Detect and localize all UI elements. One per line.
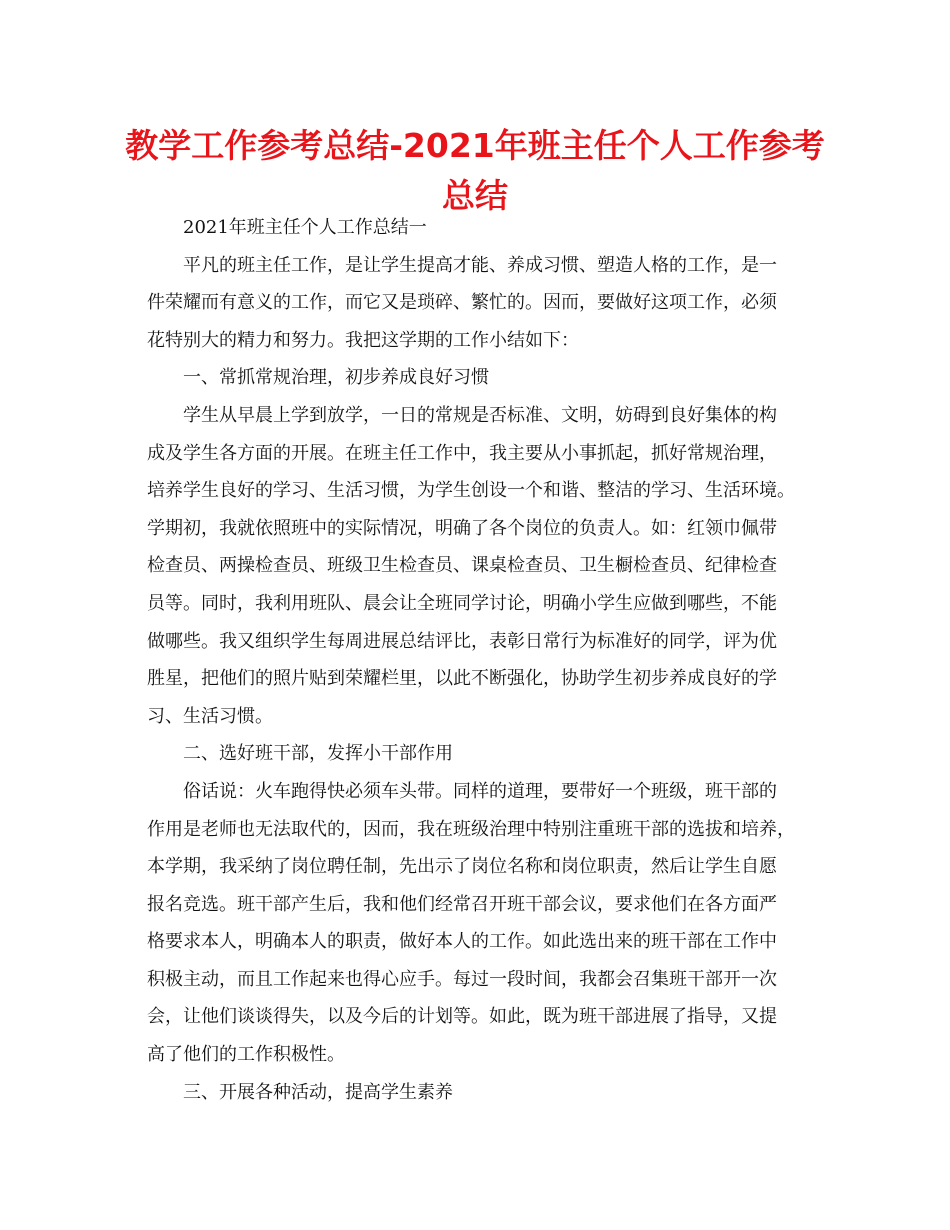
body-text-line: 员等。同时，我利用班队、晨会让全班同学讨论，明确小学生应做到哪些，不能 <box>147 592 777 614</box>
document-body <box>147 209 807 1111</box>
body-text-line: 做哪些。我又组织学生每周进展总结评比，表彰日常行为标准好的同学，评为优 <box>147 630 777 652</box>
body-text-line: 习、生活习惯。 <box>147 705 273 727</box>
body-text-line: 会，让他们谈谈得失，以及今后的计划等。如此，既为班干部进展了指导，又提 <box>147 1006 777 1028</box>
body-text-line: 2021年班主任个人工作总结一 <box>183 217 427 238</box>
body-text-line: 本学期，我采纳了岗位聘任制，先出示了岗位名称和岗位职责，然后让学生自愿 <box>147 856 777 878</box>
body-text-line: 三、开展各种活动，提高学生素养 <box>183 1081 453 1103</box>
body-text-line: 成及学生各方面的开展。在班主任工作中，我主要从小事抓起，抓好常规治理， <box>147 442 777 464</box>
body-text-line: 高了他们的工作积极性。 <box>147 1044 345 1066</box>
body-text-line: 平凡的班主任工作，是让学生提高才能、养成习惯、塑造人格的工作，是一 <box>183 254 777 276</box>
body-text-line: 学生从早晨上学到放学，一日的常规是否标准、文明，妨碍到良好集体的构 <box>183 404 777 426</box>
body-text-line: 学期初，我就依照班中的实际情况，明确了各个岗位的负责人。如：红领巾佩带 <box>147 517 777 539</box>
body-text-line: 俗话说：火车跑得快必须车头带。同样的道理，要带好一个班级，班干部的 <box>183 780 777 802</box>
document-title-line-1: 教学工作参考总结-2021年班主任个人工作参考 <box>125 126 825 165</box>
body-text-line: 二、选好班干部，发挥小干部作用 <box>183 743 453 765</box>
document-title-line-2: 总结 <box>442 176 508 215</box>
body-text-line: 作用是老师也无法取代的，因而，我在班级治理中特别注重班干部的选拔和培养， <box>147 818 795 840</box>
body-text-line: 花特别大的精力和努力。我把这学期的工作小结如下： <box>147 329 579 351</box>
body-text-line: 胜星，把他们的照片贴到荣耀栏里，以此不断强化，协助学生初步养成良好的学 <box>147 668 777 690</box>
body-text-line: 培养学生良好的学习、生活习惯，为学生创设一个和谐、整洁的学习、生活环境。 <box>147 480 795 502</box>
body-text-line: 格要求本人，明确本人的职责，做好本人的工作。如此选出来的班干部在工作中 <box>147 931 777 953</box>
body-text-line: 报名竞选。班干部产生后，我和他们经常召开班干部会议，要求他们在各方面严 <box>147 893 777 915</box>
body-text-line: 件荣耀而有意义的工作，而它又是琐碎、繁忙的。因而，要做好这项工作，必须 <box>147 292 777 314</box>
body-text-line: 检查员、两操检查员、班级卫生检查员、课桌检查员、卫生橱检查员、纪律检查 <box>147 555 777 577</box>
body-text-line: 一、常抓常规治理，初步养成良好习惯 <box>183 367 489 389</box>
body-text-line: 积极主动，而且工作起来也得心应手。每过一段时间，我都会召集班干部开一次 <box>147 968 777 990</box>
